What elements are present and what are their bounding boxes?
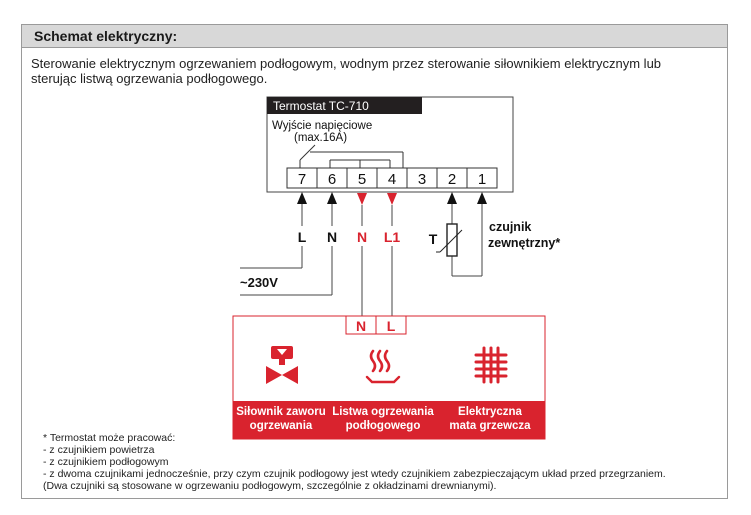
device-1-line2: ogrzewania [249,420,313,432]
device-2-line2: podłogowego [345,420,421,432]
wire-label-n: N [326,229,338,245]
output-label: Wyjście napięciowe [272,120,373,132]
arrow-sensor-1-icon [477,192,487,204]
intro-line-1: Sterowanie elektrycznym ogrzewaniem podłogowym, wodnym przez sterowanie siłownikiem elektrycznym lub [31,56,662,71]
terminal-6: 6 [327,171,337,188]
arrow-n-icon [327,192,337,204]
arrow-l-icon [297,192,307,204]
footnote-line: - z dwoma czujnikami jednocześnie, przy czym czujnik podłogowy jest wtedy czujnikiem zabezpieczającym układ przed przegrzaniem. [43,468,666,480]
thermostat-title: Termostat TC-710 [273,99,369,113]
footnote-line: * Termostat może pracować: [43,432,176,444]
footnote-line: - z czujnikiem podłogowym [43,456,169,468]
wire-label-n-out: N [356,229,368,245]
wire-label-l1-out: L1 [383,229,401,245]
sensor-label-t: T [428,231,438,247]
device-terminal-l: L [386,318,396,334]
output-wires [362,205,392,316]
device-2-line1: Listwa ogrzewania [332,406,434,418]
section-title: Schemat elektryczny: [34,28,178,44]
terminal-2: 2 [447,171,457,188]
output-rating: (max.16A) [294,132,348,144]
device-3-line1: Elektryczna [458,406,522,418]
terminal-strip [287,168,497,188]
sensor-label-line2: zewnętrzny* [488,236,561,250]
device-1-line1: Siłownik zaworu [236,406,326,418]
thermistor-icon [436,224,462,256]
terminal-7: 7 [297,171,307,188]
terminal-1: 1 [477,171,487,188]
arrow-sensor-2-icon [447,192,457,204]
terminal-3: 3 [417,171,427,188]
terminal-5: 5 [357,171,367,188]
footnote [43,432,666,492]
arrow-l1-out-icon [387,193,397,205]
device-terminal-n: N [355,318,367,334]
intro-line-2: sterując listwą ogrzewania podłogowego. [31,71,268,86]
supply-voltage: ~230V [240,275,278,290]
wire-label-l: L [297,229,307,245]
device-3-line2: mata grzewcza [449,420,531,432]
footnote-line: (Dwa czujniki są stosowane w ogrzewaniu podłogowym, szczególnie z okładzinami drewnianymi). [43,480,497,492]
terminal-4: 4 [387,171,397,188]
footnote-line: - z czujnikiem powietrza [43,444,155,456]
arrow-n-out-icon [357,193,367,205]
sensor-label-line1: czujnik [489,220,532,234]
